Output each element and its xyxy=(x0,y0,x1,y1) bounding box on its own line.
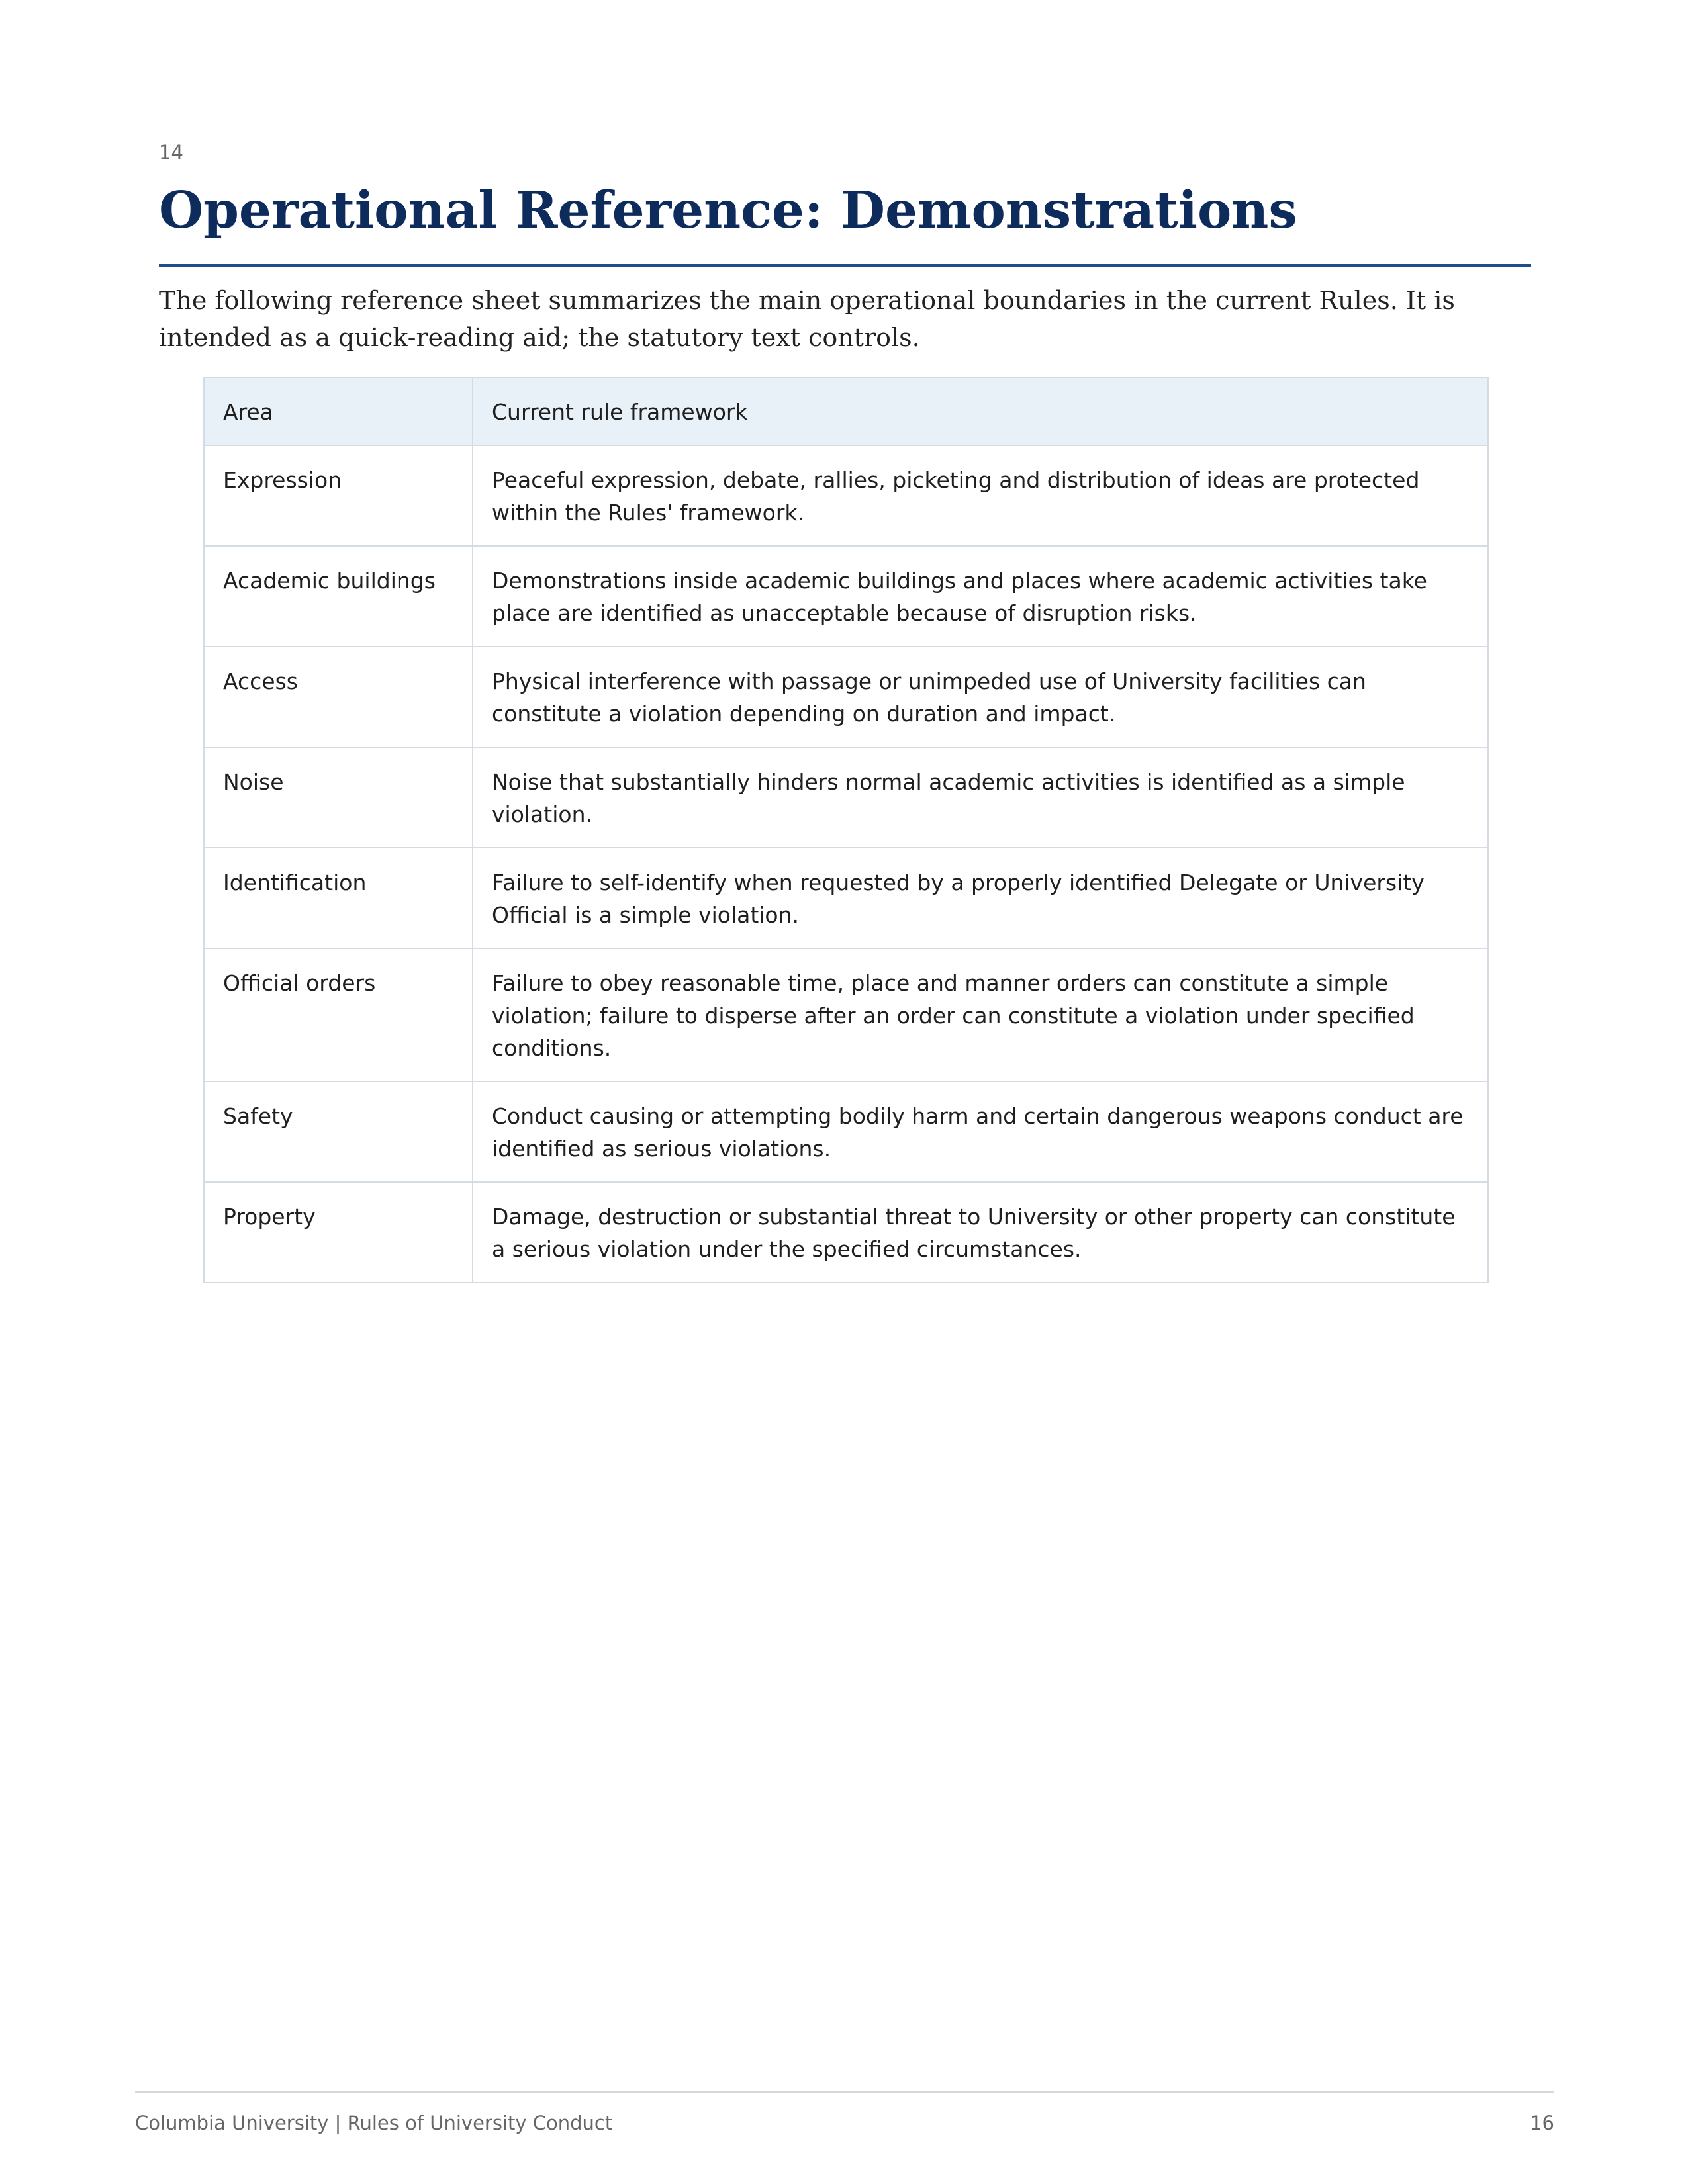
table-row xyxy=(204,948,1488,1081)
footer-divider xyxy=(135,2091,1554,2093)
footer-source: Columbia University | Rules of University Conduct xyxy=(135,2112,613,2134)
area-cell: Identification xyxy=(204,848,473,948)
framework-cell: Peaceful expression, debate, rallies, picketing and distribution of ideas are protected within the Rules' framework. xyxy=(473,445,1488,546)
section-number: 14 xyxy=(159,141,183,163)
table-row xyxy=(204,848,1488,948)
framework-cell: Demonstrations inside academic buildings and places where academic activities take place are identified as unacceptable because of disruption risks. xyxy=(473,546,1488,647)
table-row xyxy=(204,747,1488,848)
reference-table xyxy=(203,377,1489,1283)
area-cell: Noise xyxy=(204,747,473,848)
area-cell: Property xyxy=(204,1182,473,1283)
framework-cell: Failure to self-identify when requested by a properly identified Delegate or University Official is a simple violation. xyxy=(473,848,1488,948)
framework-cell: Conduct causing or attempting bodily harm and certain dangerous weapons conduct are identified as serious violations. xyxy=(473,1081,1488,1182)
table-header-row xyxy=(204,377,1488,445)
area-cell: Official orders xyxy=(204,948,473,1081)
area-cell: Academic buildings xyxy=(204,546,473,647)
area-cell: Safety xyxy=(204,1081,473,1182)
table-row xyxy=(204,445,1488,546)
framework-cell: Physical interference with passage or unimpeded use of University facilities can constitute a violation depending on duration and impact. xyxy=(473,647,1488,747)
framework-cell: Damage, destruction or substantial threat to University or other property can constitute a serious violation under the specified circumstances. xyxy=(473,1182,1488,1283)
table-row xyxy=(204,546,1488,647)
area-cell: Expression xyxy=(204,445,473,546)
page-title: Operational Reference: Demonstrations xyxy=(159,181,1297,240)
page-number: 16 xyxy=(1530,2112,1554,2134)
table-row xyxy=(204,647,1488,747)
framework-cell: Noise that substantially hinders normal academic activities is identified as a simple violation. xyxy=(473,747,1488,848)
table-row xyxy=(204,1081,1488,1182)
title-divider xyxy=(159,264,1531,267)
framework-cell: Failure to obey reasonable time, place and manner orders can constitute a simple violation; failure to disperse after an order can constitute a violation under specified conditions. xyxy=(473,948,1488,1081)
table-row xyxy=(204,1182,1488,1283)
column-header-area: Area xyxy=(204,377,473,445)
area-cell: Access xyxy=(204,647,473,747)
column-header-framework: Current rule framework xyxy=(473,377,1488,445)
intro-paragraph: The following reference sheet summarizes the main operational boundaries in the current Rules. It is intended as a quick-reading aid; the statutory text controls. xyxy=(159,286,1455,352)
